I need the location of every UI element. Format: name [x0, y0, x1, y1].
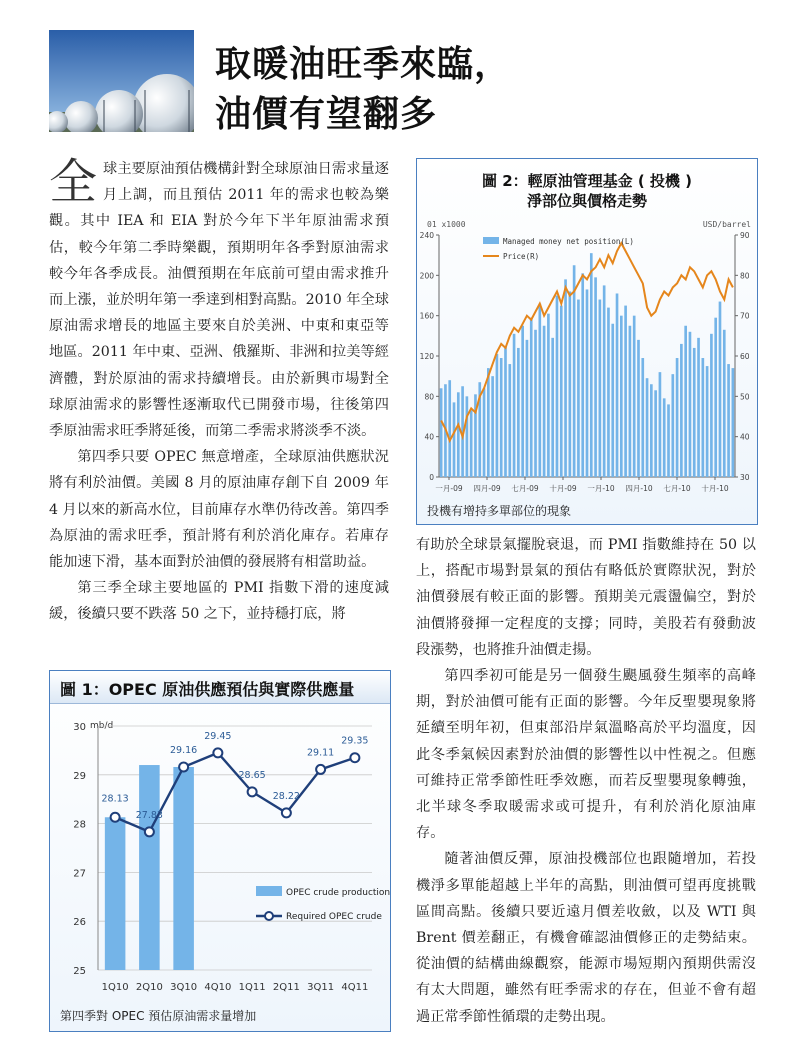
data-label: 28.22 [272, 790, 300, 802]
bar-net-position [517, 348, 520, 477]
bar-net-position [654, 390, 657, 477]
x-tick-label: 4Q10 [204, 982, 232, 993]
title-line-2: 油價有望翻多 [215, 94, 438, 135]
y-tick-label: 28 [73, 819, 86, 831]
point-required-opec-crude [111, 813, 120, 822]
bar-net-position [689, 332, 692, 477]
right-tick-label: 80 [740, 271, 750, 281]
figure-2-title-line-2: 淨部位與價格走勢 [526, 192, 647, 210]
bar-net-position [629, 326, 632, 477]
figure-1-title-bar [50, 671, 390, 704]
x-tick-label: 1Q10 [101, 982, 129, 993]
bar-net-position [719, 302, 722, 477]
legend-label-line: Price(R) [503, 252, 540, 261]
bar-net-position [727, 364, 730, 477]
paragraph-3: 第三季全球主要地區的 PMI 指數下滑的速度減緩，後續只要不跌落 50 之下，並持穩打底，將 [49, 580, 389, 623]
legend-swatch-point [265, 912, 273, 920]
bar-net-position [483, 388, 486, 477]
bar-net-position [581, 273, 584, 477]
bar-net-position [714, 318, 717, 477]
bar-net-position [457, 392, 460, 477]
bar-net-position [646, 378, 649, 477]
point-required-opec-crude [213, 748, 222, 757]
bar-net-position [616, 293, 619, 477]
data-label: 27.83 [135, 809, 163, 821]
left-column [49, 156, 389, 628]
figure-1 [49, 670, 391, 1032]
legend-label-line: Required OPEC crude [286, 912, 382, 922]
paragraph-1-text: 球主要原油預估機構針對全球原油日需求量逐月上調，而且預估 2011 年的需求也較為樂觀。其中 IEA 和 EIA 對於今年下半年原油需求預估，較今年第二季時樂觀，預期明年各季對原油需求較今年各季成長。油價預期在年底前可望由需求推升而上漲，並於明年第一季達到相對高點。2010 年全球原油需求增長的地區主要來自於美洲、中東和東亞等地區。2011 年中東、亞洲、俄羅斯、非洲和拉美等經濟體，對於原油的需求持續增長。由於新興市場對全球原油需求的影響性逐漸取代已開發市場，往後第四季原油需求旺季將延後，而第二季需求將淡季不淡。 [49, 161, 389, 440]
bar-net-position [667, 404, 670, 477]
bar-net-position [547, 314, 550, 477]
bar-net-position [586, 289, 589, 477]
paragraph-1 [49, 156, 389, 444]
bar-net-position [611, 324, 614, 477]
bar-net-position [697, 338, 700, 477]
right-tick-label: 60 [740, 352, 750, 361]
figure-1-caption: 第四季對 OPEC 預估原油需求量增加 [60, 1009, 257, 1023]
bar-net-position [710, 334, 713, 477]
x-tick-label: 4Q11 [341, 982, 369, 993]
left-tick-label: 40 [424, 432, 434, 442]
right-tick-label: 30 [740, 473, 750, 482]
bar-opec-production [105, 817, 126, 970]
left-tick-label: 160 [419, 311, 434, 321]
bar-net-position [659, 372, 662, 477]
x-tick-label: 一月-10 [587, 484, 615, 493]
article-title [215, 40, 511, 140]
x-tick-label: 一月-09 [435, 484, 463, 493]
bar-net-position [521, 326, 524, 477]
bar-net-position [577, 300, 580, 477]
bar-net-position [560, 306, 563, 477]
legend-swatch-bar [256, 886, 282, 896]
paragraph-3-continued: 有助於全球景氣擺脫衰退，而 PMI 指數維持在 50 以上，搭配市場對景氣的預估有略低於實際狀況，對於油價發展有較正面的影響。預期美元震盪偏空，對於油價將發揮一定程度的支撐；同時，美股若有發動波段漲勢，也將推升油價走揚。 [416, 537, 756, 658]
x-tick-label: 3Q10 [170, 982, 198, 993]
figure-2-title-line-1: 圖 2：輕原油管理基金 ( 投機 ) [481, 172, 693, 190]
bar-net-position [590, 253, 593, 477]
bar-net-position [637, 340, 640, 477]
bar-net-position [603, 285, 606, 477]
bar-net-position [684, 326, 687, 477]
bar-net-position [526, 340, 529, 477]
bar-net-position [624, 306, 627, 477]
bar-net-position [513, 334, 516, 477]
point-required-opec-crude [179, 762, 188, 771]
figure-2-caption: 投機有增持多單部位的現象 [427, 504, 572, 518]
x-tick-label: 1Q11 [238, 982, 266, 993]
bar-net-position [732, 368, 735, 477]
figure-2 [416, 158, 758, 525]
x-tick-label: 3Q11 [307, 982, 335, 993]
drop-cap: 全 [49, 154, 98, 210]
y-tick-label: 26 [73, 917, 86, 929]
left-tick-label: 0 [429, 473, 434, 482]
data-label: 28.65 [238, 769, 266, 781]
bar-net-position [723, 330, 726, 477]
bar-net-position [676, 358, 679, 477]
bar-net-position [551, 338, 554, 477]
bar-net-position [671, 374, 674, 477]
bar-net-position [556, 296, 559, 478]
point-required-opec-crude [145, 827, 154, 836]
right-axis-unit: USD/barrel [702, 220, 751, 229]
x-tick-label: 四月-10 [625, 484, 653, 493]
paragraph-5: 隨著油價反彈，原油投機部位也跟隨增加，若投機淨多單能超越上半年的高點，則油價可望再度挑戰區間高點。後續只要近遠月價差收斂，以及 WTI 與 Brent 價差翻正，有機會確認油價修正的走勢結束。從油價的結構曲線觀察，能源市場短期內預期供需沒有太大問題，雖然有旺季需求的存在，但並不會有超過正常季節性循環的走勢出現。 [416, 851, 756, 1025]
bar-net-position [706, 366, 709, 477]
legend-swatch-bar [483, 237, 499, 244]
left-tick-label: 80 [424, 392, 434, 402]
x-tick-label: 十月-09 [549, 484, 577, 493]
right-tick-label: 50 [740, 392, 750, 402]
data-label: 29.16 [170, 744, 198, 756]
bar-net-position [620, 316, 623, 477]
opec-chart [50, 704, 390, 1004]
data-label: 29.45 [204, 730, 232, 742]
right-tick-label: 90 [740, 231, 750, 240]
right-tick-label: 40 [740, 432, 750, 442]
y-tick-label: 27 [73, 868, 86, 880]
point-required-opec-crude [248, 787, 257, 796]
bar-net-position [504, 346, 507, 477]
bar-net-position [650, 384, 653, 477]
data-label: 29.11 [307, 747, 335, 759]
paragraph-4: 第四季初可能是另一個發生颶風發生頻率的高峰期，對於油價可能有正面的影響。今年反聖嬰現象將延續至明年初，但東部沿岸氣溫略高於平均溫度，因此冬季氣候因素對於油價的影響性以中性視之。但應可維持正常季節性旺季效應，而若反聖嬰現象轉強，北半球冬季取暖需求或可提升，有利於消化原油庫存。 [416, 668, 756, 842]
legend-label-bar: Managed money net position(L) [503, 237, 634, 246]
x-tick-label: 七月-10 [663, 484, 691, 493]
x-tick-label: 四月-09 [473, 484, 501, 493]
bar-net-position [470, 410, 473, 477]
bar-net-position [599, 300, 602, 477]
bar-net-position [701, 358, 704, 477]
bar-net-position [500, 358, 503, 477]
bar-net-position [491, 376, 494, 477]
left-axis-unit: 01 x1000 [427, 220, 466, 229]
bar-net-position [496, 354, 499, 477]
article-photo-oil-tanks [49, 30, 194, 132]
bar-net-position [448, 380, 451, 477]
bar-net-position [663, 398, 666, 477]
point-required-opec-crude [282, 808, 291, 817]
x-tick-label: 2Q11 [272, 982, 300, 993]
left-tick-label: 240 [419, 231, 434, 240]
x-tick-label: 七月-09 [511, 484, 539, 493]
bar-net-position [487, 368, 490, 477]
y-tick-label: 30 [73, 722, 86, 733]
right-tick-label: 70 [740, 311, 750, 321]
bar-opec-production [173, 767, 194, 970]
bar-net-position [543, 326, 546, 477]
bar-net-position [633, 316, 636, 477]
bar-net-position [534, 330, 537, 477]
bar-net-position [564, 279, 567, 477]
bar-net-position [569, 291, 572, 477]
bar-net-position [453, 402, 456, 477]
point-required-opec-crude [316, 765, 325, 774]
left-tick-label: 200 [419, 271, 434, 281]
bar-net-position [680, 344, 683, 477]
managed-money-chart [417, 215, 757, 505]
y-tick-label: 25 [73, 966, 86, 977]
bar-net-position [607, 308, 610, 477]
title-line-1: 取暖油旺季來臨， [215, 44, 512, 85]
bar-opec-production [139, 765, 160, 970]
bar-net-position [538, 304, 541, 477]
bar-net-position [594, 277, 597, 477]
figure-1-title: 圖 1：OPEC 原油供應預估與實際供應量 [60, 680, 355, 699]
bar-net-position [466, 396, 469, 477]
y-tick-label: 29 [73, 770, 86, 782]
figure-2-title [417, 159, 757, 211]
bar-net-position [508, 364, 511, 477]
y-axis-unit: mb/d [90, 721, 114, 731]
x-tick-label: 十月-10 [701, 484, 729, 493]
bar-net-position [530, 318, 533, 477]
data-label: 28.13 [101, 793, 129, 805]
legend-label-bar: OPEC crude production [286, 888, 390, 898]
point-required-opec-crude [350, 753, 359, 762]
left-tick-label: 120 [419, 352, 434, 361]
bar-net-position [440, 388, 443, 477]
bar-net-position [573, 265, 576, 477]
data-label: 29.35 [341, 735, 369, 747]
paragraph-2: 第四季只要 OPEC 無意增產，全球原油供應狀況將有利於油價。美國 8 月的原油庫存創下自 2009 年 4 月以來的新高水位，目前庫存水準仍待改善。第四季為原油的需求旺季，預計將有利於消化庫存。若庫存能加速下滑，基本面對於油價的發展將有相當助益。 [49, 449, 389, 571]
right-column [416, 532, 756, 1030]
bar-net-position [641, 358, 644, 477]
bar-net-position [693, 348, 696, 477]
x-tick-label: 2Q10 [135, 982, 163, 993]
